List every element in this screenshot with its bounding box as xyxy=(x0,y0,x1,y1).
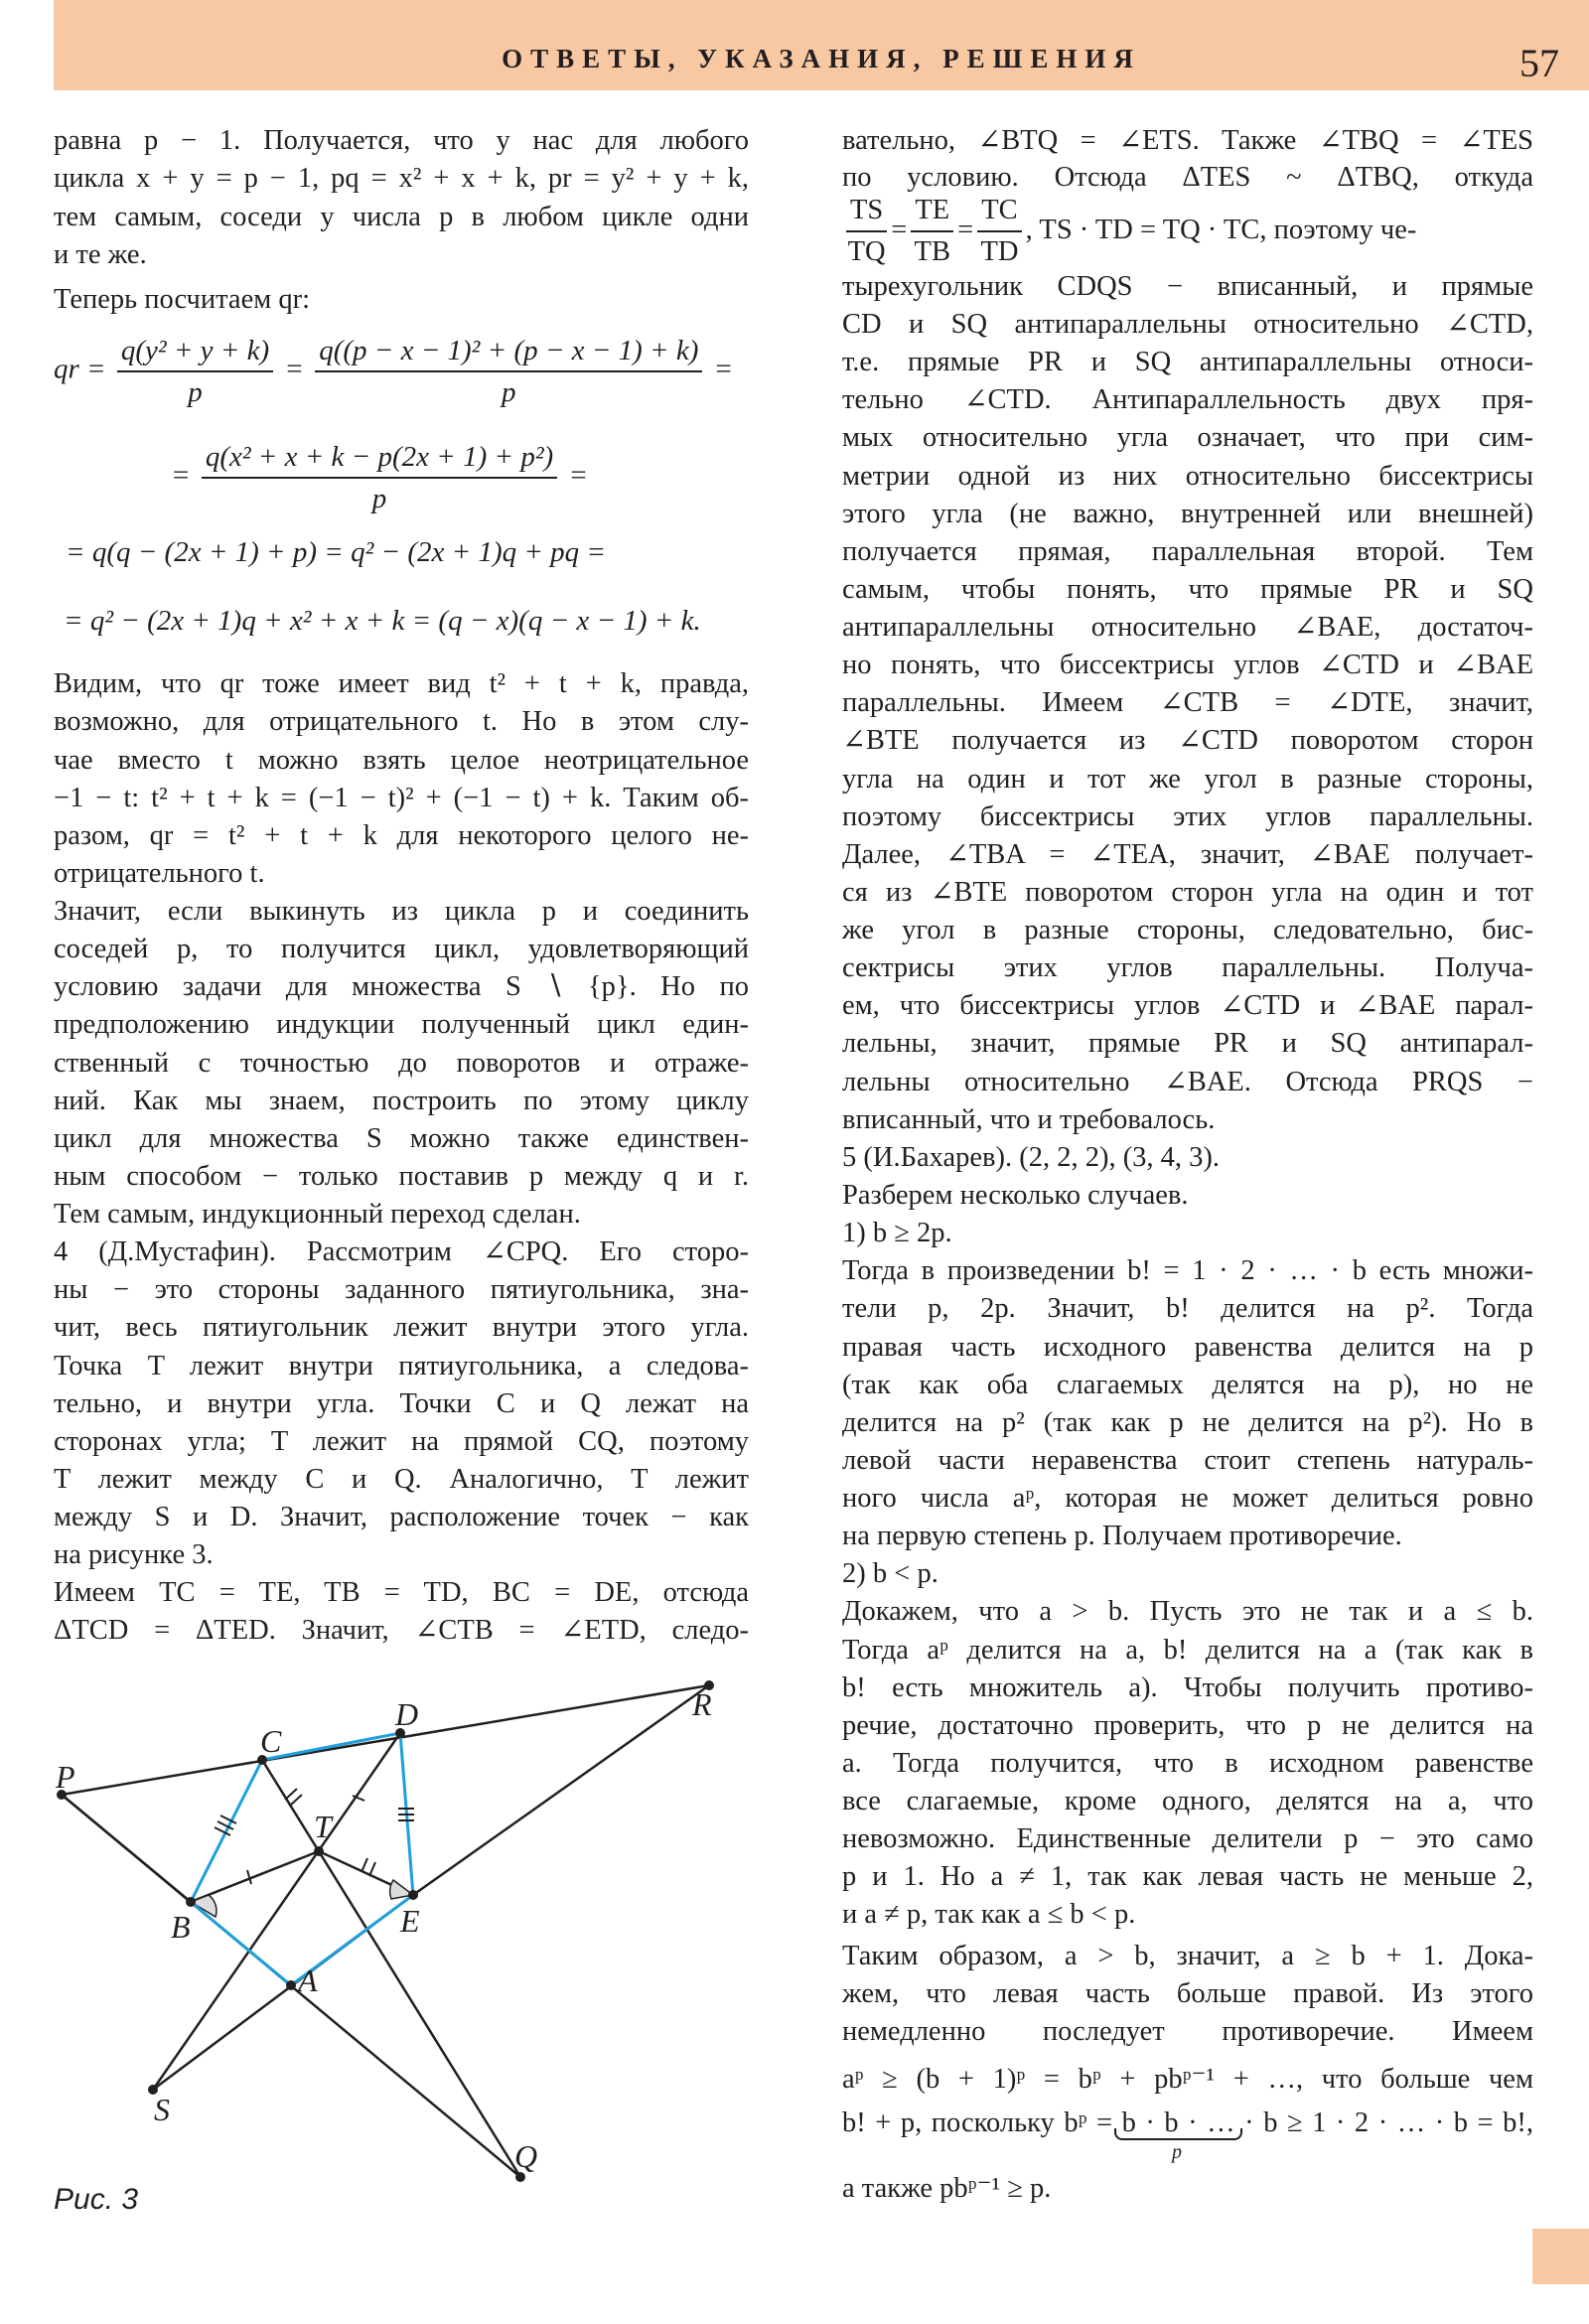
text-line: равна p − 1. Получается, что у нас для любого xyxy=(54,125,749,157)
fraction xyxy=(977,191,1021,272)
fraction xyxy=(315,331,702,412)
text-line: Точка T лежит внутри пятиугольника, а следова- xyxy=(54,1350,749,1381)
formula-3: = q(q − (2x + 1) + p) = q² − (2x + 1)q + pq = xyxy=(66,536,607,568)
equals: = xyxy=(171,459,191,492)
geometry-figure xyxy=(0,1629,794,2324)
denominator: TQ xyxy=(847,236,886,268)
text-line: разом, qr = t² + t + k для некоторого целого не- xyxy=(54,819,749,851)
text-line: немедленно последует противоречие. Имеем xyxy=(842,2015,1533,2047)
label-q: Q xyxy=(514,2138,538,2174)
fraction-line xyxy=(842,191,1416,270)
text-line: метрии одной из них относительно биссектрисы xyxy=(842,460,1533,492)
text-line: жем, что левая часть больше правой. Из этого xyxy=(842,1977,1533,2009)
text-line: по условию. Отсюда ΔTES ~ ΔTBQ, откуда xyxy=(842,161,1533,193)
text-line: на рисунке 3. xyxy=(54,1539,214,1571)
text-line: (так как оба слагаемых делятся на p), но не xyxy=(842,1369,1533,1400)
text-line: Теперь посчитаем qr: xyxy=(54,284,311,316)
text-line: ны − это стороны заданного пятиугольника, зна- xyxy=(54,1274,749,1306)
text-line: тели p, 2p. Значит, b! делится на p². Тогда xyxy=(842,1293,1533,1325)
text-line: лельны, значит, прямые PR и SQ антипарал- xyxy=(842,1028,1533,1060)
text-line: на первую степень p. Получаем противоречие. xyxy=(842,1521,1402,1552)
text-line: цикла x + y = p − 1, pq = x² + x + k, pr = y² + y + k, xyxy=(54,163,749,195)
corner-tab xyxy=(1532,2229,1589,2284)
line-er xyxy=(413,1685,709,1895)
line-text: , TS · TD = TQ · TC, поэтому че- xyxy=(1025,214,1417,245)
equals: = xyxy=(568,459,589,492)
text-line: Имеем TC = TE, TB = TD, BC = DE, отсюда xyxy=(54,1577,749,1609)
text-line: 2) b < p. xyxy=(842,1558,939,1590)
text-line: 5 (И.Бахарев). (2, 2, 2), (3, 4, 3). xyxy=(842,1141,1221,1173)
numerator: TE xyxy=(911,191,953,232)
equals: = xyxy=(284,353,304,385)
text-line: а также pbᵖ⁻¹ ≥ p. xyxy=(842,2173,1052,2205)
text-line: тельно, и внутри угла. Точки C и Q лежат на xyxy=(54,1387,749,1419)
page-number: 57 xyxy=(1519,41,1559,85)
text-line: p и 1. Но a ≠ 1, так как левая часть не меньше 2, xyxy=(842,1861,1533,1893)
text-line: все слагаемые, кроме одного, делятся на a, что xyxy=(842,1786,1533,1817)
text-line: между S и D. Значит, расположение точек − как xyxy=(54,1502,749,1533)
label-s: S xyxy=(154,2092,170,2127)
figure-caption: Рис. 3 xyxy=(54,2183,139,2216)
fraction xyxy=(202,437,557,518)
formula-4: = q² − (2x + 1)q + x² + x + k = (q − x)(q − x − 1) + k. xyxy=(64,605,701,637)
line-pr xyxy=(62,1685,709,1795)
running-header-title: ОТВЕТЫ, УКАЗАНИЯ, РЕШЕНИЯ xyxy=(502,44,1141,73)
text-line: и те же. xyxy=(54,238,147,270)
text-line: ного числа aᵖ, которая не может делиться ровно xyxy=(842,1483,1533,1515)
text-line: речие, достаточно проверить, что p не делится на xyxy=(842,1709,1533,1741)
text-line: T лежит между C и Q. Аналогично, T лежит xyxy=(54,1463,749,1495)
text-line: Далее, ∠TBA = ∠TEA, значит, ∠BAE получает- xyxy=(842,838,1533,870)
text-line: чит, весь пятиугольник лежит внутри этого угла. xyxy=(54,1312,749,1344)
text-line: 1) b ≥ 2p. xyxy=(842,1218,952,1249)
denominator: TB xyxy=(914,236,950,268)
equals: = xyxy=(713,353,734,385)
text-line: поэтому биссектрисы этих углов параллельны. xyxy=(842,800,1533,832)
text-line: b! есть множитель a). Чтобы получить противо- xyxy=(842,1671,1533,1703)
text-line: получается прямая, параллельная второй. Тем xyxy=(842,535,1533,567)
formula-2 xyxy=(171,437,588,518)
text-line: угла на один и тот же угол в разные стороны, xyxy=(842,763,1533,795)
text-line: самым, чтобы понять, что прямые PR и SQ xyxy=(842,573,1533,605)
text-line: лельны относительно ∠BAE. Отсюда PRQS − xyxy=(842,1066,1533,1097)
text-line: возможно, для отрицательного t. Но в этом слу- xyxy=(54,706,749,738)
text-line: aᵖ ≥ (b + 1)ᵖ = bᵖ + pbᵖ⁻¹ + …, что больше чем xyxy=(842,2064,1533,2096)
text-line: 4 (Д.Мустафин). Рассмотрим ∠CPQ. Его сторо- xyxy=(54,1236,749,1268)
fraction xyxy=(117,331,273,412)
text-line: антипараллельны относительно ∠BAE, достаточ- xyxy=(842,612,1533,644)
text-line: условию задачи для множества S ∖ {p}. Но по xyxy=(54,971,749,1003)
denominator: TD xyxy=(980,236,1019,268)
text-line: b! + p, поскольку bᵖ = b · b · … · b ≥ 1 · 2 · … · b = b!, xyxy=(842,2107,1533,2139)
text-line: Тем самым, индукционный переход сделан. xyxy=(54,1199,581,1231)
text-line: правая часть исходного равенства делится на p xyxy=(842,1331,1533,1363)
label-e: E xyxy=(400,1903,420,1939)
text-line: ΔTCD = ΔTED. Значит, ∠CTB = ∠ETD, следо- xyxy=(54,1615,749,1647)
text-line: мых относительно угла означает, что при сим- xyxy=(842,422,1533,454)
text-line: вательно, ∠BTQ = ∠ETS. Также ∠TBQ = ∠TES xyxy=(842,125,1533,157)
label-p: P xyxy=(56,1759,75,1795)
text-line: же угол в разные стороны, следовательно, бис- xyxy=(842,915,1533,946)
text-line: левой части неравенства стоит степень натураль- xyxy=(842,1444,1533,1476)
text-line: ся из ∠BTE поворотом сторон угла на один и тот xyxy=(842,876,1533,908)
text-line: Тогда в произведении b! = 1 · 2 · … · b есть множи- xyxy=(842,1255,1533,1287)
text-line: Таким образом, a > b, значит, a ≥ b + 1. Дока- xyxy=(842,1940,1533,1971)
text-line: параллельны. Имеем ∠CTB = ∠DTE, значит, xyxy=(842,687,1533,719)
text-line: отрицательного t. xyxy=(54,857,265,889)
text-line: −1 − t: t² + t + k = (−1 − t)² + (−1 − t) + k. Таким об- xyxy=(54,782,749,813)
text-line: чае вместо t можно взять целое неотрицательное xyxy=(54,744,749,776)
text-line: тем самым, соседи у числа p в любом цикле одни xyxy=(54,201,749,232)
numerator: q(x² + x + k − p(2x + 1) + p²) xyxy=(202,437,557,479)
text-line: этого угла (не важно, внутренней или внешней) xyxy=(842,498,1533,529)
fraction xyxy=(846,191,887,272)
text-line: вписанный, что и требовалось. xyxy=(842,1103,1216,1135)
equals: = xyxy=(891,214,908,245)
text-line: невозможно. Единственные делители p − это само xyxy=(842,1823,1533,1855)
line-pb xyxy=(62,1795,191,1902)
text-line: но понять, что биссектрисы углов ∠CTD и ∠BAE xyxy=(842,650,1533,681)
text-line: ем, что биссектрисы углов ∠CTD и ∠BAE парал- xyxy=(842,990,1533,1022)
header-band xyxy=(54,0,1589,90)
label-b: B xyxy=(171,1909,191,1945)
numerator: TC xyxy=(977,191,1021,232)
text-line: Тогда aᵖ делится на a, b! делится на a (так как в xyxy=(842,1634,1533,1666)
denominator: p xyxy=(371,483,387,514)
text-line: делится на p² (так как p не делится на p²). Но в xyxy=(842,1406,1533,1438)
text-line: ственный с точностью до поворотов и отраже- xyxy=(54,1047,749,1079)
text-line: предположению индукции полученный цикл един- xyxy=(54,1009,749,1041)
text-line: Докажем, что a > b. Пусть это не так и a ≤ b. xyxy=(842,1596,1533,1628)
text-line: Разберем несколько случаев. xyxy=(842,1179,1189,1211)
text-line: и a ≠ p, так как a ≤ b < p. xyxy=(842,1899,1136,1931)
label-c: C xyxy=(260,1723,282,1759)
denominator: p xyxy=(188,376,203,408)
text-line: т.е. прямые PR и SQ антипараллельны относи- xyxy=(842,347,1533,378)
formula-1 xyxy=(54,331,733,412)
label-t: T xyxy=(314,1809,332,1844)
text-line: ∠BTE получается из ∠CTD поворотом сторон xyxy=(842,725,1533,757)
formula-lhs: qr = xyxy=(54,353,106,385)
text-line: тельно ∠CTD. Антипараллельность двух пря- xyxy=(842,384,1533,416)
text-line: Видим, что qr тоже имеет вид t² + t + k, правда, xyxy=(54,668,749,700)
numerator: q((p − x − 1)² + (p − x − 1) + k) xyxy=(315,331,702,372)
label-a: A xyxy=(298,1962,318,1998)
text-line: a. Тогда получится, что в исходном равенстве xyxy=(842,1747,1533,1779)
numerator: TS xyxy=(846,191,887,232)
equals: = xyxy=(957,214,974,245)
text-line: ний. Как мы знаем, построить по этому циклу xyxy=(54,1085,749,1116)
text-line: ным способом − только поставив p между q и r. xyxy=(54,1160,749,1192)
text-line: Значит, если выкинуть из цикла p и соединить xyxy=(54,896,749,928)
denominator: p xyxy=(502,376,516,408)
fraction xyxy=(911,191,953,272)
underbrace xyxy=(1114,2128,1242,2140)
text-line: сектрисы этих углов параллельны. Получа- xyxy=(842,952,1533,984)
text-line: CD и SQ антипараллельны относительно ∠CTD, xyxy=(842,309,1533,341)
text-line: сторонах угла; T лежит на прямой CQ, поэтому xyxy=(54,1425,749,1457)
text-line: цикл для множества S можно также единствен- xyxy=(54,1122,749,1154)
text-line: соседей p, то получится цикл, удовлетворяющий xyxy=(54,934,749,965)
numerator: q(y² + y + k) xyxy=(117,331,273,372)
label-r: R xyxy=(692,1686,712,1722)
text-line: тырехугольник CDQS − вписанный, и прямые xyxy=(842,270,1533,302)
label-d: D xyxy=(395,1696,419,1732)
underbrace-label: p xyxy=(1172,2140,1182,2163)
